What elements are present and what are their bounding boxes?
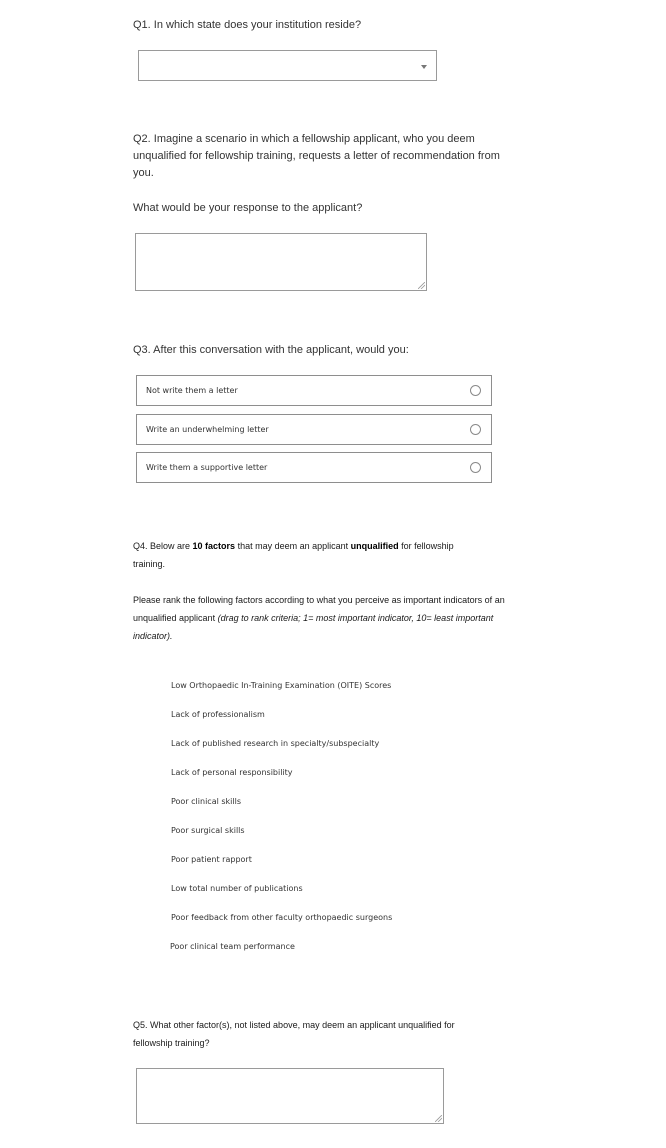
rank-item[interactable]: Low Orthopaedic In-Training Examination (OITE) Scores	[171, 681, 392, 690]
q3-option-not-write[interactable]	[136, 375, 492, 406]
q4-instruction-italic: (drag to rank criteria; 1= most important indicator, 10= least important indicator).	[133, 613, 494, 641]
q5-question: Q5. What other factor(s), not listed above, may deem an applicant unqualified for fellowship training?	[133, 1020, 455, 1048]
radio-circle-icon[interactable]	[470, 385, 481, 396]
rank-item[interactable]: Lack of personal responsibility	[171, 768, 293, 777]
q3-option-label: Write them a supportive letter	[146, 463, 268, 472]
q2-question: Q2. Imagine a scenario in which a fellowship applicant, who you deem unqualified for fellowship training, requests a letter of recommendation from you.	[133, 133, 500, 179]
q4-question-bold-unqualified: unqualified	[350, 541, 399, 551]
radio-circle-icon[interactable]	[470, 462, 481, 473]
q3-option-supportive[interactable]	[136, 452, 492, 483]
q3-option-label: Not write them a letter	[146, 386, 238, 395]
rank-item[interactable]: Poor feedback from other faculty orthopaedic surgeons	[171, 913, 393, 922]
q4-question-pre: Q4. Below are	[133, 541, 193, 551]
q2-prompt: What would be your response to the applicant?	[133, 202, 363, 214]
rank-item[interactable]: Lack of professionalism	[171, 710, 265, 719]
radio-circle-icon[interactable]	[470, 424, 481, 435]
q3-option-label: Write an underwhelming letter	[146, 425, 269, 434]
q4-question-bold-factors: 10 factors	[192, 541, 236, 551]
q4-question	[133, 537, 478, 573]
resize-grip-icon[interactable]	[435, 1115, 442, 1122]
q4-instruction-text: Please rank the following factors according to what you perceive as important indicators of an unqualified applicant	[133, 595, 505, 623]
q2-response-textarea[interactable]	[135, 233, 427, 291]
chevron-down-icon	[421, 65, 427, 69]
rank-item[interactable]: Lack of published research in specialty/subspecialty	[171, 739, 380, 748]
rank-item[interactable]: Poor clinical skills	[171, 797, 241, 806]
q4-instruction	[133, 591, 505, 645]
rank-item[interactable]: Low total number of publications	[171, 884, 303, 893]
resize-grip-icon[interactable]	[418, 282, 425, 289]
rank-item[interactable]: Poor clinical team performance	[170, 942, 295, 951]
rank-item[interactable]: Poor surgical skills	[171, 826, 245, 835]
q4-question-mid: that may deem an applicant	[235, 541, 351, 551]
state-select[interactable]	[138, 50, 437, 81]
q3-option-underwhelming[interactable]	[136, 414, 492, 445]
q4-question-post: for fellowship training.	[133, 541, 454, 569]
q3-question: Q3. After this conversation with the applicant, would you:	[133, 344, 409, 356]
q5-response-textarea[interactable]	[136, 1068, 444, 1124]
rank-item[interactable]: Poor patient rapport	[171, 855, 252, 864]
q1-question: Q1. In which state does your institution reside?	[133, 19, 362, 31]
